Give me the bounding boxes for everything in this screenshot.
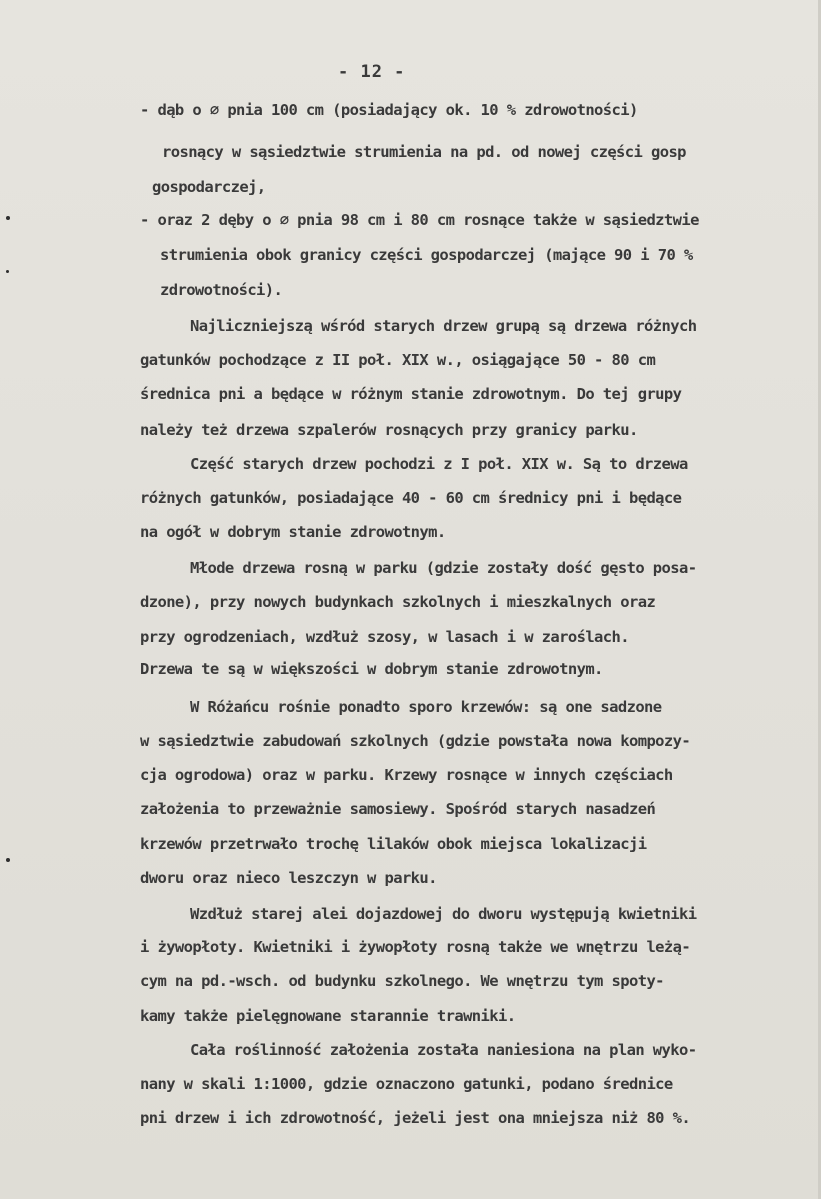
text-line: dworu oraz nieco leszczyn w parku. bbox=[140, 869, 437, 887]
text-line: i żywopłoty. Kwietniki i żywopłoty rosną także we wnętrzu leżą- bbox=[140, 938, 691, 956]
text-line: W Różańcu rośnie ponadto sporo krzewów: są one sadzone bbox=[190, 698, 662, 716]
text-line: rosnący w sąsiedztwie strumienia na pd. od nowej części gosp bbox=[162, 143, 686, 161]
text-line: krzewów przetrwało trochę lilaków obok miejsca lokalizacji bbox=[140, 835, 647, 853]
text-line: gatunków pochodzące z II poł. XIX w., osiągające 50 - 80 cm bbox=[140, 351, 656, 369]
text-line: Część starych drzew pochodzi z I poł. XIX w. Są to drzewa bbox=[190, 455, 688, 473]
text-line: na ogół w dobrym stanie zdrowotnym. bbox=[140, 523, 446, 541]
text-line: przy ogrodzeniach, wzdłuż szosy, w lasach i w zaroślach. bbox=[140, 628, 629, 646]
text-line: pni drzew i ich zdrowotność, jeżeli jest ona mniejsza niż 80 %. bbox=[140, 1109, 691, 1127]
page-number: - 12 - bbox=[338, 62, 406, 82]
text-line: cja ogrodowa) oraz w parku. Krzewy rosnące w innych częściach bbox=[140, 766, 673, 784]
text-line: średnica pni a będące w różnym stanie zdrowotnym. Do tej grupy bbox=[140, 385, 682, 403]
scan-speck bbox=[6, 216, 10, 220]
text-line: kamy także pielęgnowane starannie trawniki. bbox=[140, 1007, 516, 1025]
text-line: Najliczniejszą wśród starych drzew grupą są drzewa różnych bbox=[190, 317, 697, 335]
text-line: dzone), przy nowych budynkach szkolnych i mieszkalnych oraz bbox=[140, 593, 656, 611]
text-line: cym na pd.-wsch. od budynku szkolnego. We wnętrzu tym spoty- bbox=[140, 972, 664, 990]
text-line: Cała roślinność założenia została naniesiona na plan wyko- bbox=[190, 1041, 697, 1059]
text-line: Drzewa te są w większości w dobrym stanie zdrowotnym. bbox=[140, 660, 603, 678]
text-line: zdrowotności). bbox=[160, 281, 283, 299]
text-line: należy też drzewa szpalerów rosnących przy granicy parku. bbox=[140, 421, 638, 439]
text-line: - oraz 2 dęby o ∅ pnia 98 cm i 80 cm rosnące także w sąsiedztwie bbox=[140, 211, 699, 229]
text-line: w sąsiedztwie zabudowań szkolnych (gdzie powstała nowa kompozy- bbox=[140, 732, 691, 750]
scan-speck bbox=[6, 858, 10, 862]
text-line: Wzdłuż starej alei dojazdowej do dworu występują kwietniki bbox=[190, 905, 697, 923]
text-line: - dąb o ∅ pnia 100 cm (posiadający ok. 10 % zdrowotności) bbox=[140, 101, 638, 119]
text-line: Młode drzewa rosną w parku (gdzie zostały dość gęsto posa- bbox=[190, 559, 697, 577]
text-line: różnych gatunków, posiadające 40 - 60 cm średnicy pni i będące bbox=[140, 489, 682, 507]
text-line: założenia to przeważnie samosiewy. Spośród starych nasadzeń bbox=[140, 800, 656, 818]
text-line: strumienia obok granicy części gospodarczej (mające 90 i 70 % bbox=[160, 246, 693, 264]
text-line: nany w skali 1:1000, gdzie oznaczono gatunki, podano średnice bbox=[140, 1075, 673, 1093]
scan-speck bbox=[6, 270, 9, 273]
text-line: gospodarczej, bbox=[152, 178, 266, 196]
